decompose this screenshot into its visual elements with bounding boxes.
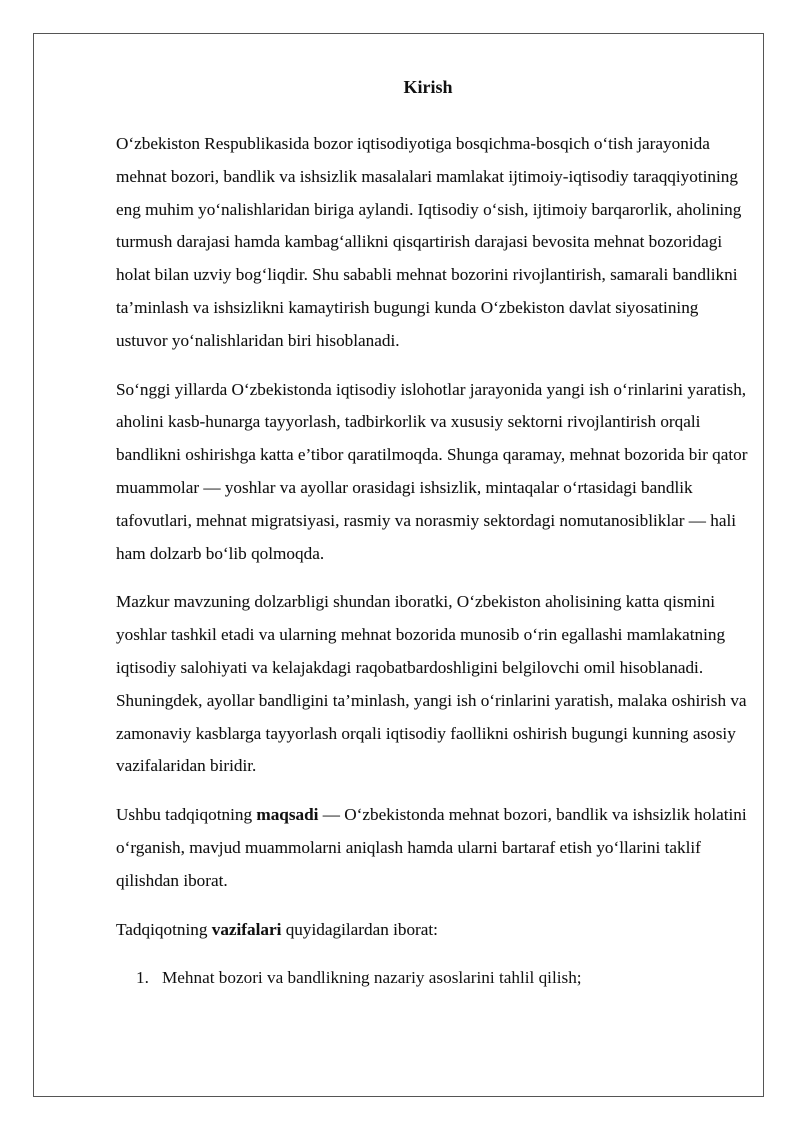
paragraph-tasks-intro: [116, 914, 748, 947]
document-body: [116, 128, 748, 995]
tasks-text: quyidagilardan iborat:: [281, 919, 438, 939]
goal-keyword: maqsadi: [256, 805, 319, 825]
tasks-keyword: vazifalari: [211, 919, 282, 939]
task-list: [116, 962, 748, 995]
goal-text: — O‘zbekistonda mehnat bozori, bandlik va ishsizlik holatini o‘rganish, mavjud muammolarni aniqlash hamda ularni bartaraf etish yo‘llarini taklif qilishdan iborat.: [116, 805, 747, 890]
paragraph-goal: [116, 799, 748, 897]
paragraph-relevance: Mazkur mavzuning dolzarbligi shundan iboratki, O‘zbekiston aholisining katta qismini yoshlar tashkil etadi va ularning mehnat bozorida munosib o‘rin egallashi mamlakatning iqtisodiy salohiyati va kelajakdagi raqobatbardoshligini belgilovchi omil hisoblanadi. Shuningdek, ayollar bandligini ta’minlash, yangi ish o‘rinlarini yaratish, malaka oshirish va zamonaviy kasblarga tayyorlash orqali iqtisodiy faollikni oshirish bugungi kunning asosiy vazifalaridan biridir.: [116, 592, 747, 776]
list-item: [116, 962, 748, 995]
paragraph-reforms: So‘nggi yillarda O‘zbekistonda iqtisodiy islohotlar jarayonida yangi ish o‘rinlarini yaratish, aholini kasb-hunarga tayyorlash, tadbirkorlik va xususiy sektorni rivojlantirish orqali bandlikni oshirishga katta e’tibor qaratilmoqda. Shunga qaramay, mehnat bozorida bir qator muammolar — yoshlar va ayollar orasidagi ishsizlik, mintaqalar o‘rtasidagi bandlik tafovutlari, mehnat migratsiyasi, rasmiy va norasmiy sektordagi nomutanosibliklar — hali ham dolzarb bo‘lib qolmoqda.: [116, 379, 748, 563]
tasks-prefix: Tadqiqotning: [116, 919, 212, 939]
page-title: Kirish: [403, 77, 453, 97]
paragraph-intro: O‘zbekiston Respublikasida bozor iqtisodiyotiga bosqichma-bosqich o‘tish jarayonida mehnat bozori, bandlik va ishsizlik masalalari mamlakat ijtimoiy-iqtisodiy taraqqiyotining eng muhim yo‘nalishlaridan biriga aylandi. Iqtisodiy o‘sish, ijtimoiy barqarorlik, aholining turmush darajasi hamda kambag‘allikni qisqartirish darajasi bevosita mehnat bozoridagi holat bilan uzviy bog‘liqdir. Shu sababli mehnat bozorini rivojlantirish, samarali bandlikni ta’minlash va ishsizlikni kamaytirish bugungi kunda O‘zbekiston davlat siyosatining ustuvor yo‘nalishlaridan biri hisoblanadi.: [116, 134, 742, 350]
list-item-text: Mehnat bozori va bandlikning nazariy asoslarini tahlil qilish;: [162, 968, 582, 988]
list-item-number: 1.: [136, 968, 149, 988]
goal-prefix: Ushbu tadqiqotning: [116, 805, 257, 825]
